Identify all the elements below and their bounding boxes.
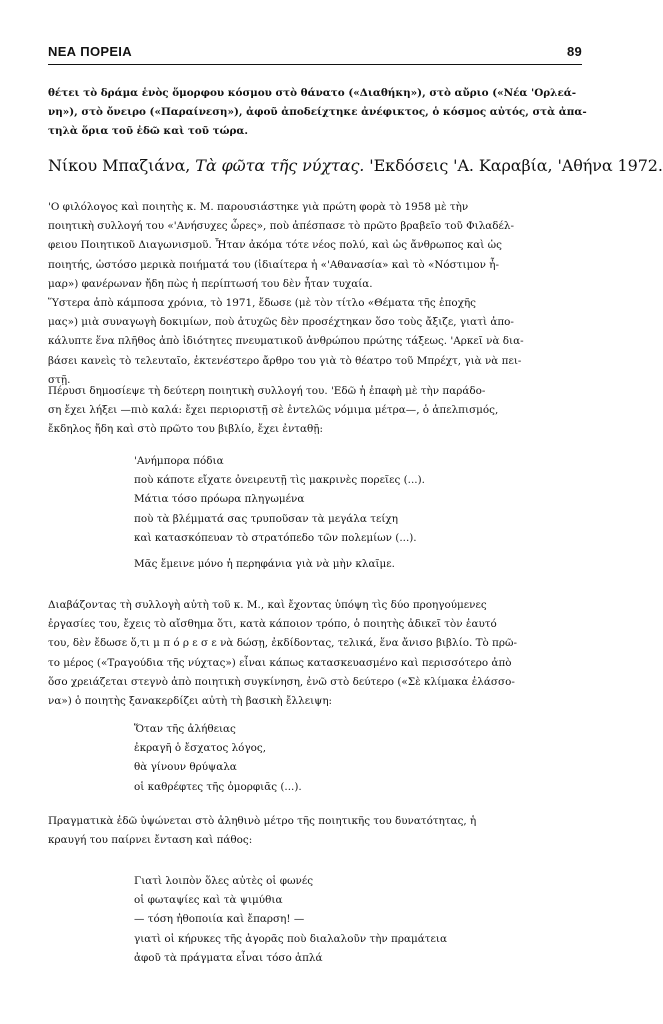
text-line: ἔκδηλος ἤδη καὶ στὸ πρῶτο του βιβλίο, ἔχει ἐνταθῇ: bbox=[48, 423, 324, 436]
text-line: Πέρυσι δημοσίεψε τὴ δεύτερη ποιητικὴ συλλογή του. 'Εδῶ ἡ ἐπαφὴ μὲ τὴν παράδο- bbox=[48, 385, 486, 397]
poem-line: οἱ καθρέφτες τῆς ὀμορφιᾶς (...). bbox=[134, 780, 302, 793]
running-header bbox=[48, 44, 582, 59]
text-line: βάσει κανεὶς τὸ τελευταῖο, ἐκτενέστερο ἄρθρο του γιὰ τὸ θέατρο τοῦ Μπρέχτ, γιὰ νὰ πει- bbox=[48, 354, 522, 367]
poem-excerpt-3 bbox=[134, 872, 447, 968]
poem-line: Μᾶς ἔμεινε μόνο ἡ περηφάνια γιὰ νὰ μὴν κλαῖμε. bbox=[134, 558, 395, 571]
paragraph-5 bbox=[48, 812, 588, 850]
text-line: ποιητής, ὡστόσο μερικὰ ποιήματά του (ἰδιαίτερα ἡ «'Αθανασία» καὶ τὸ «Νόστιμον ἦ- bbox=[48, 258, 499, 271]
review-book-title: Τὰ φῶτα τῆς νύχτας. bbox=[195, 156, 365, 175]
text-line: ἐργασίες του, ἔχεις τὸ αἴσθημα ὅτι, κατὰ κάποιον τρόπο, ὁ ποιητὴς ἀδικεῖ τὸν ἑαυτό bbox=[48, 618, 497, 631]
text-line: κραυγή του παίρνει ἔνταση καὶ πάθος: bbox=[48, 834, 253, 847]
poem-line: — τόση ἠθοποιία καὶ ἔπαρση! — bbox=[134, 913, 305, 926]
poem-line: Γιατὶ λοιπὸν ὅλες αὐτὲς οἱ φωνές bbox=[134, 875, 314, 887]
page-number: 89 bbox=[566, 44, 582, 59]
intro-paragraph bbox=[48, 84, 588, 142]
text-line: φειου Ποιητικοῦ Διαγωνισμοῦ. Ἦταν ἀκόμα τότε νέος πολύ, καὶ ὡς ἄνθρωπος καὶ ὡς bbox=[48, 239, 502, 252]
text-line: κάλυπτε ἕνα πλῆθος ἀπὸ ἰδιότητες πνευματικοῦ ἀνθρώπου πρώτης τάξεως. 'Αρκεῖ νὰ δια- bbox=[48, 335, 524, 348]
text-line: του, δὲν ἔδωσε ὅ,τι μ π ό ρ ε σ ε νὰ δώσῃ, ἐκδίδοντας, τελικά, ἕνα ἄνισο βιβλίο. Τὸ πρῶ- bbox=[48, 637, 517, 650]
poem-line: ποὺ τὰ βλέμματά σας τρυποῦσαν τὰ μεγάλα τείχη bbox=[134, 512, 398, 525]
poem-line: οἱ φωταψίες καὶ τὰ ψιμύθια bbox=[134, 894, 283, 907]
header-rule bbox=[48, 64, 582, 65]
text-line: τηλὰ ὅρια τοῦ ἐδῶ καὶ τοῦ τώρα. bbox=[48, 125, 249, 138]
paragraph-4 bbox=[48, 596, 588, 711]
poem-excerpt-1 bbox=[134, 452, 425, 574]
text-line: να») ὁ ποιητὴς ξανακερδίζει αὐτὴ τὴ βασικὴ ἔλλειψη: bbox=[48, 695, 333, 708]
paragraph-1 bbox=[48, 198, 588, 294]
poem-excerpt-2 bbox=[134, 720, 302, 797]
text-line: ὅσο χρειάζεται στεγνὸ ἀπὸ ποιητικὴ συγκίνηση, ἐνῶ στὸ δεύτερο («Σὲ κλίμακα ἐλάσσο- bbox=[48, 675, 515, 688]
text-line: θέτει τὸ δράμα ἑνὸς ὅμορφου κόσμου στὸ θάνατο («Διαθήκη»), στὸ αὔριο («Νέα 'Ορλεά- bbox=[48, 87, 577, 99]
poem-line: 'Ανήμπορα πόδια bbox=[134, 455, 224, 467]
journal-title: ΝΕΑ ΠΟΡΕΙΑ bbox=[48, 44, 132, 59]
poem-line: θὰ γίνουν θρύψαλα bbox=[134, 761, 237, 774]
poem-line: ἀφοῦ τὰ πράγματα εἶναι τόσο ἁπλά bbox=[134, 951, 323, 964]
text-line: το μέρος («Τραγούδια τῆς νύχτας») εἶναι κάπως κατασκευασμένο καὶ περισσότερο ἀπὸ bbox=[48, 656, 512, 669]
review-publisher: 'Εκδόσεις 'Α. Καραβία, 'Αθήνα 1972. bbox=[369, 156, 663, 175]
text-line: ποιητικὴ συλλογή του «'Ανήσυχες ὧρες», ποὺ ἀπέσπασε τὸ πρῶτο βραβεῖο τοῦ Φιλαδέλ- bbox=[48, 220, 515, 233]
text-line: Διαβάζοντας τὴ συλλογὴ αὐτὴ τοῦ κ. Μ., καὶ ἔχοντας ὑπόψη τὶς δύο προηγούμενες bbox=[48, 599, 487, 611]
paragraph-2 bbox=[48, 294, 588, 390]
poem-line: ποὺ κάποτε εἴχατε ὀνειρευτῇ τὶς μακρινὲς πορεῖες (...). bbox=[134, 474, 425, 487]
poem-line: Ὅταν τῆς ἀλήθειας bbox=[134, 723, 236, 735]
text-line: στῇ. bbox=[48, 373, 71, 386]
text-line: μαρ») φανέρωναν ἤδη πὼς ἡ περίπτωσή του δὲν ἦταν τυχαία. bbox=[48, 277, 373, 290]
poem-line: καὶ κατασκόπευαν τὸ στρατόπεδο τῶν πολεμίων (...). bbox=[134, 531, 417, 544]
text-line: ση ἔχει λήξει —πιὸ καλά: ἔχει περιοριστῇ σὲ ἐντελῶς νόμιμα μέτρα—, ὁ ἀπελπισμός, bbox=[48, 404, 499, 417]
text-line: νη»), στὸ ὄνειρο («Παραίνεση»), ἀφοῦ ἀποδείχτηκε ἀνέφικτος, ὁ κόσμος αὐτός, στὰ ἀπα- bbox=[48, 106, 587, 119]
text-line: Ὕστερα ἀπὸ κάμποσα χρόνια, τὸ 1971, ἔδωσε (μὲ τὸν τίτλο «Θέματα τῆς ἐποχῆς bbox=[48, 297, 476, 309]
text-line: Πραγματικὰ ἐδῶ ὑψώνεται στὸ ἀληθινὸ μέτρο τῆς ποιητικῆς του δυνατότητας, ἡ bbox=[48, 815, 477, 827]
paragraph-3 bbox=[48, 382, 588, 440]
poem-line: Μάτια τόσο πρόωρα πληγωμένα bbox=[134, 493, 305, 506]
text-line: μας») μιὰ συναγωγὴ δοκιμίων, ποὺ ἀτυχῶς δὲν προσέχτηκαν ὅσο τοὺς ἄξιζε, γιατὶ ἀπο- bbox=[48, 316, 514, 329]
poem-line: ἐκραγῆ ὁ ἔσχατος λόγος, bbox=[134, 742, 267, 755]
review-author: Νίκου Μπαζιάνα, bbox=[48, 156, 191, 175]
text-line: 'Ο φιλόλογος καὶ ποιητὴς κ. Μ. παρουσιάστηκε γιὰ πρώτη φορὰ τὸ 1958 μὲ τὴν bbox=[48, 201, 469, 213]
review-heading bbox=[48, 156, 663, 175]
poem-line: γιατὶ οἱ κήρυκες τῆς ἀγορᾶς ποὺ διαλαλοῦν τὴν πραμάτεια bbox=[134, 932, 447, 945]
